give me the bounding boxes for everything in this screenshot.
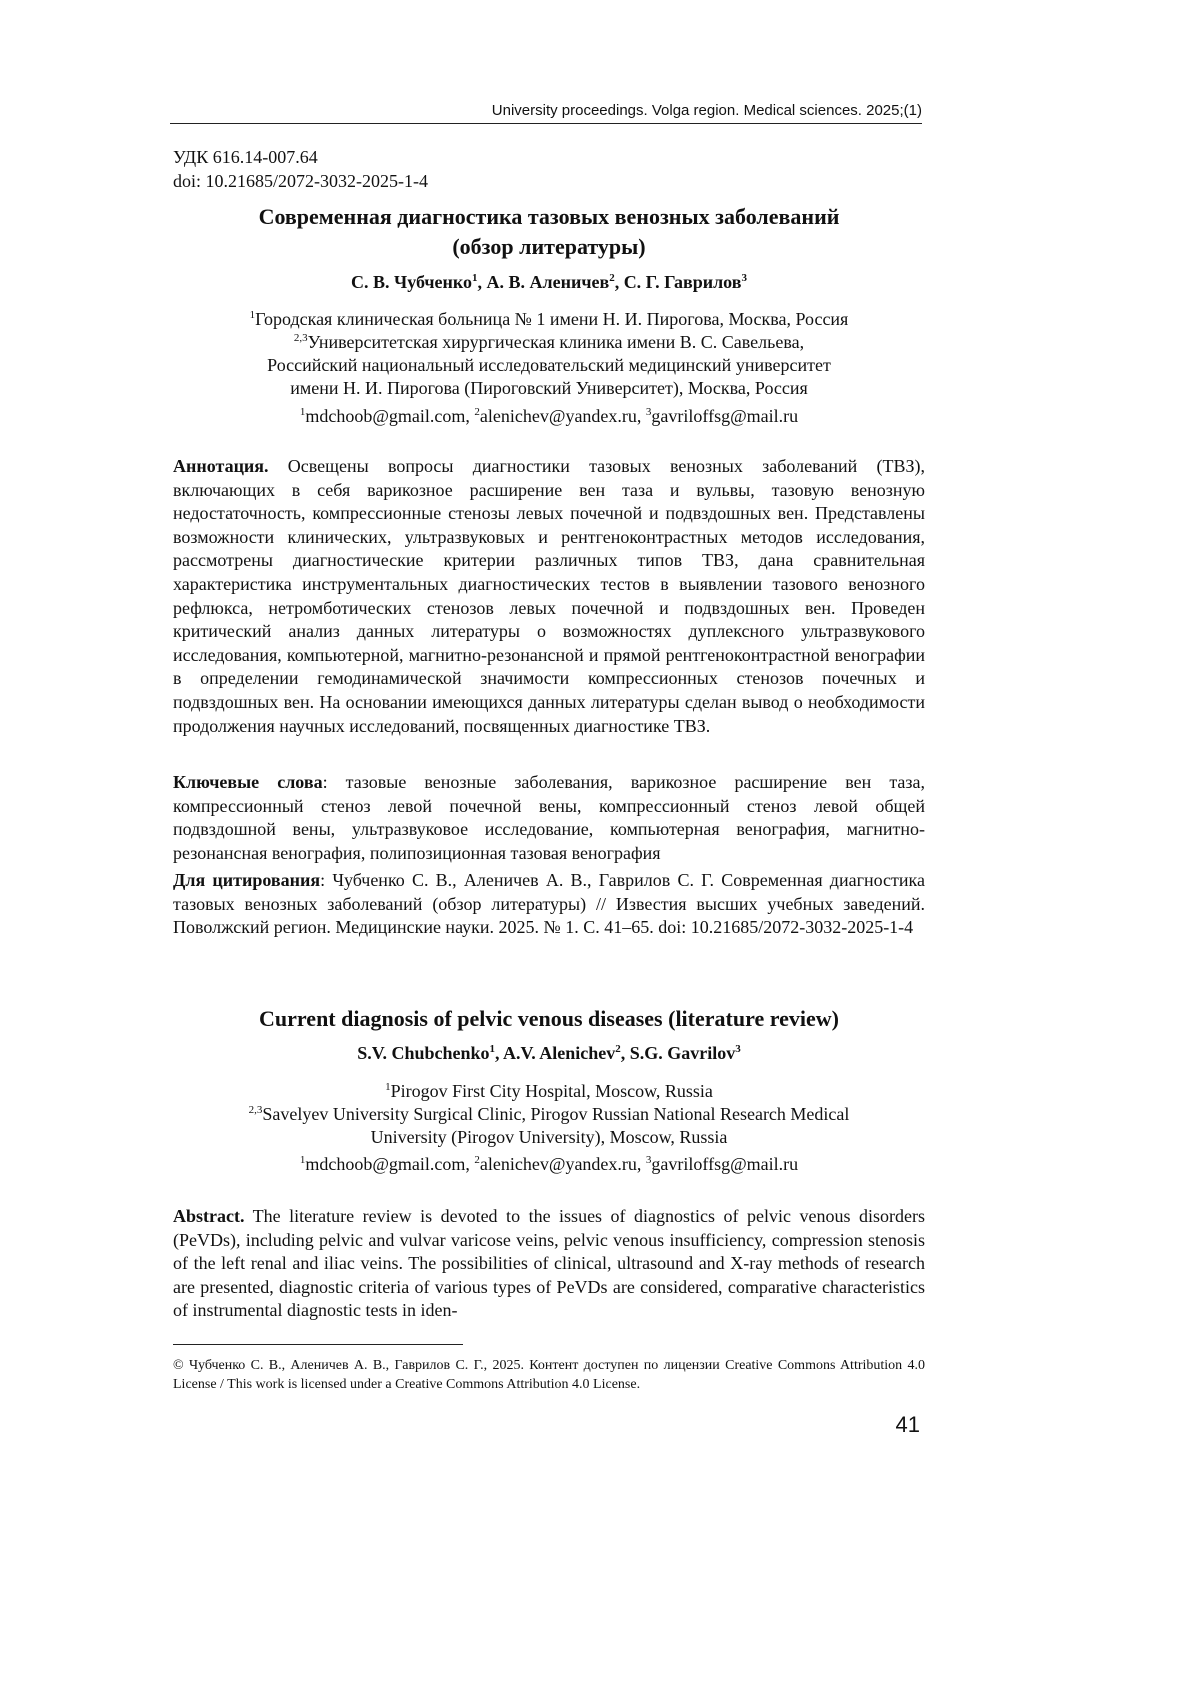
keywords-text: : тазовые венозные заболевания, варикозное расширение вен таза, компрессионный стеноз левой почечной вены, компрессионный стеноз левой общей подвздошной вены, ультразвуковое исследование, компьютерная венография, магнитно-резонансная венография, полипозиционная тазовая венография	[173, 772, 926, 863]
separator: ,	[636, 406, 646, 426]
keywords-label: Ключевые слова	[173, 772, 323, 792]
email-sup: 2	[474, 406, 480, 418]
abstract-label: Abstract.	[173, 1206, 245, 1226]
affiliation-sup: 2,3	[248, 1104, 263, 1116]
footnote-divider	[173, 1344, 463, 1345]
title-en: Current diagnosis of pelvic venous diseases (literature review)	[259, 1006, 839, 1031]
affiliation-sup: 1	[249, 309, 256, 321]
author-sup: 1	[471, 272, 478, 284]
author: А. В. Аленичев	[486, 272, 610, 292]
title-ru-line2: (обзор литературы)	[452, 234, 646, 259]
author: A.V. Alenichev	[503, 1043, 616, 1063]
separator: ,	[636, 1154, 646, 1174]
email-sup: 1	[299, 1154, 306, 1166]
doi[interactable]: doi: 10.21685/2072-3032-2025-1-4	[173, 171, 428, 191]
separator: ,	[620, 1043, 630, 1063]
email-sup: 2	[474, 1154, 480, 1166]
separator: ,	[495, 1043, 504, 1063]
abstract-en	[173, 1205, 925, 1323]
author: S.V. Chubchenko	[357, 1043, 490, 1063]
abstract-text: Освещены вопросы диагностики тазовых венозных заболеваний (ТВЗ), включающих в себя варикозное расширение вен таза и вульвы, тазовую венозную недостаточность, компрессионные стенозы левых почечной и подвздошных вен. Представлены возможности клинических, ультразвуковых и рентгеноконтрастных методов исследования, рассмотрены диагностические критерии различных типов ТВЗ, дана сравнительная характеристика инструментальных диагностических тестов в выявлении тазового венозного рефлюкса, нетромботических стенозов левых почечной и подвздошных вен. Проведен критический анализ данных литературы о возможностях дуплексного ультразвукового исследования, компьютерной, магнитно-резонансной и прямой рентгеноконтрастной венографии в определении гемодинамической значимости компрессионных стенозов почечных и подвздошных вен. На основании имеющихся данных литературы сделан вывод о необходимости продолжения научных исследований, посвященных диагностике ТВЗ.	[173, 456, 925, 736]
abstract-ru	[173, 455, 925, 738]
affiliation-text: Savelyev University Surgical Clinic, Pirogov Russian National Research Medical	[262, 1104, 850, 1124]
email-link[interactable]: alenichev@yandex.ru	[479, 406, 637, 426]
keywords-ru	[173, 771, 925, 865]
citation-text: : Чубченко С. В., Аленичев А. В., Гаврилов С. Г. Современная диагностика тазовых венозных заболеваний (обзор литературы) // Известия высших учебных заведений. Поволжский регион. Медицинские науки. 2025. № 1. С. 41–65. doi: 10.21685/2072-3032-2025-1-4	[173, 870, 925, 938]
affiliation-sup: 2,3	[293, 332, 308, 344]
authors-en	[173, 1043, 925, 1064]
title-ru	[173, 202, 925, 262]
abstract-text: The literature review is devoted to the issues of diagnostics of pelvic venous disorders (PeVDs), including pelvic and vulvar varicose veins, pelvic venous insufficiency, compression stenosis of the left renal and iliac veins. The possibilities of clinical, ultrasound and X-ray methods of research are presented, diagnostic criteria of various types of PeVDs are considered, comparative characteristics of instrumental diagnostic tests in iden-	[173, 1206, 925, 1321]
title-ru-line1: Современная диагностика тазовых венозных заболеваний	[258, 204, 840, 229]
author-sup: 2	[615, 1043, 621, 1055]
email-sup: 1	[299, 406, 306, 418]
author: S.G. Gavrilov	[629, 1043, 736, 1063]
affiliation-2	[173, 1103, 925, 1126]
abstract-label: Аннотация.	[173, 456, 269, 476]
affiliation-sup: 1	[385, 1081, 391, 1093]
affiliation-1	[173, 1080, 925, 1103]
affiliation-2-line3: имени Н. И. Пирогова (Пироговский Университет), Москва, Россия	[290, 378, 808, 398]
email-sup: 3	[645, 406, 652, 418]
affiliation-text: Университетская хирургическая клиника имени В. С. Савельева,	[307, 332, 805, 352]
citation-ru	[173, 869, 925, 940]
email-link[interactable]: gavriloffsg@mail.ru	[651, 406, 799, 426]
separator: ,	[614, 272, 624, 292]
author-sup: 3	[735, 1043, 741, 1055]
emails-ru	[173, 406, 925, 427]
running-head: University proceedings. Volga region. Medical sciences. 2025;(1)	[170, 102, 922, 124]
author-sup: 2	[609, 272, 615, 284]
affiliation-2-line2: Российский национальный исследовательский медицинский университет	[267, 355, 831, 375]
affiliation-text: Pirogov First City Hospital, Moscow, Russia	[390, 1081, 713, 1101]
article-meta	[173, 145, 428, 193]
affiliation-1	[173, 308, 925, 331]
author: С. Г. Гаврилов	[623, 272, 742, 292]
email-link[interactable]: mdchoob@gmail.com	[305, 1154, 466, 1174]
author-sup: 1	[489, 1043, 495, 1055]
author: С. В. Чубченко	[351, 272, 472, 292]
affiliations-en	[173, 1080, 925, 1149]
affiliation-2	[173, 331, 925, 354]
email-sup: 3	[645, 1154, 652, 1166]
udk-code: УДК 616.14-007.64	[173, 147, 318, 167]
affiliation-2-line2: University (Pirogov University), Moscow, Russia	[370, 1127, 728, 1147]
page-number: 41	[895, 1412, 920, 1437]
affiliation-text: Городская клиническая больница № 1 имени Н. И. Пирогова, Москва, Россия	[255, 309, 849, 329]
citation-label: Для цитирования	[173, 870, 321, 890]
email-link[interactable]: gavriloffsg@mail.ru	[651, 1154, 799, 1174]
separator: ,	[477, 272, 487, 292]
separator: ,	[465, 1154, 475, 1174]
email-link[interactable]: alenichev@yandex.ru	[479, 1154, 637, 1174]
separator: ,	[465, 406, 475, 426]
author-sup: 3	[741, 272, 747, 284]
email-link[interactable]: mdchoob@gmail.com	[305, 406, 466, 426]
license-footnote: © Чубченко С. В., Аленичев А. В., Гаврилов С. Г., 2025. Контент доступен по лицензии Creative Commons Attribution 4.0 License / This work is licensed under a Creative Commons Attribution 4.0 License.	[173, 1358, 925, 1392]
emails-en	[173, 1154, 925, 1175]
affiliations-ru	[173, 308, 925, 400]
authors-ru	[173, 272, 925, 293]
